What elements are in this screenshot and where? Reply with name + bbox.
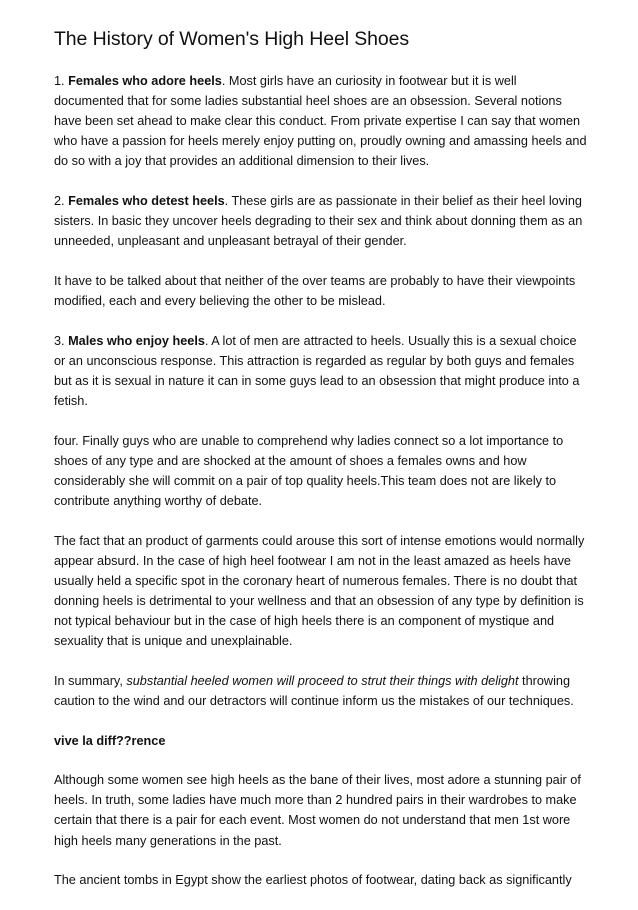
paragraph-intense-emotions: The fact that an product of garments could arouse this sort of intense emotions would normally appear absurd. In the case of high heel footwear I am not in the least amazed as heels have usually held a specific spot in the coronary heart of numerous females. There is no doubt that donning heels is detrimental to your wellness and that an obsession of any type by definition is not typical behaviour but in the case of high heels there is an component of mystique and sexuality that is unique and unexplainable. [54, 533, 585, 649]
bold-phrase: Females who detest heels [68, 194, 225, 209]
paragraph-ancient-tombs: The ancient tombs in Egypt show the earliest photos of footwear, dating back as significantly [54, 873, 572, 888]
paragraph-text: . These girls are as passionate in their belief as their heel loving sisters. In basic they uncover heels degrading to their sex and think about donning them as an unneeded, unpleasant and unpleasant betrayal of their gender. [54, 194, 583, 249]
item-number: 3. [54, 333, 69, 348]
paragraph-guys-unable: four. Finally guys who are unable to comprehend why ladies connect so a lot importance to shoes of any type and are shocked at the amount of shoes a females owns and how considerably she will commit on a pair of top quality heels.This team does not are likely to contribute anything worthy of debate. [54, 433, 564, 508]
paragraph-females-adore-heels [54, 71, 589, 171]
item-number: 1. [54, 74, 69, 88]
paragraph-text: . Most girls have an curiosity in footwear but it is well documented that for some ladies substantial heel shoes are an obsession. Several notions have been set ahead to make clear this conduct. From private expertise I can say that women who have a passion for heels merely enjoy putting on, proudly owning and amassing heels and do so with a joy that provides an additional dimension to their lives. [54, 74, 587, 169]
paragraph-lead: In summary, [54, 673, 127, 688]
paragraph-text: throwing caution to the wind and our detractors will continue inform us the mistakes of our techniques. [54, 673, 574, 708]
paragraph-bane-of-lives: Although some women see high heels as the bane of their lives, most adore a stunning pair of heels. In truth, some ladies have much more than 2 hundred pairs in their wardrobes to make certain that there is a pair for each event. Most women do not understand that men 1st wore high heels many generations in the past. [54, 773, 581, 848]
paragraph-viewpoints: It have to be talked about that neither of the over teams are probably to have their viewpoints modified, each and every believing the other to be mislead. [54, 273, 576, 309]
paragraph-males-enjoy-heels [54, 331, 589, 411]
document-page [54, 26, 589, 910]
section-heading: vive la diff??rence [54, 733, 166, 748]
bold-phrase: Females who adore heels [68, 74, 222, 88]
document-title: The History of Women's High Heel Shoes [54, 28, 410, 50]
bold-phrase: Males who enjoy heels [68, 333, 205, 348]
item-number: 2. [54, 194, 69, 209]
paragraph-summary [54, 671, 589, 711]
italic-phrase: substantial heeled women will proceed to strut their things with delight [126, 673, 519, 688]
paragraph-females-detest-heels [54, 191, 589, 251]
paragraph-text: . A lot of men are attracted to heels. Usually this is a sexual choice or an unconscious response. This attraction is regarded as regular by both guys and females but as it is sexual in nature it can in some guys lead to an obsession that might produce into a fetish. [54, 333, 580, 408]
